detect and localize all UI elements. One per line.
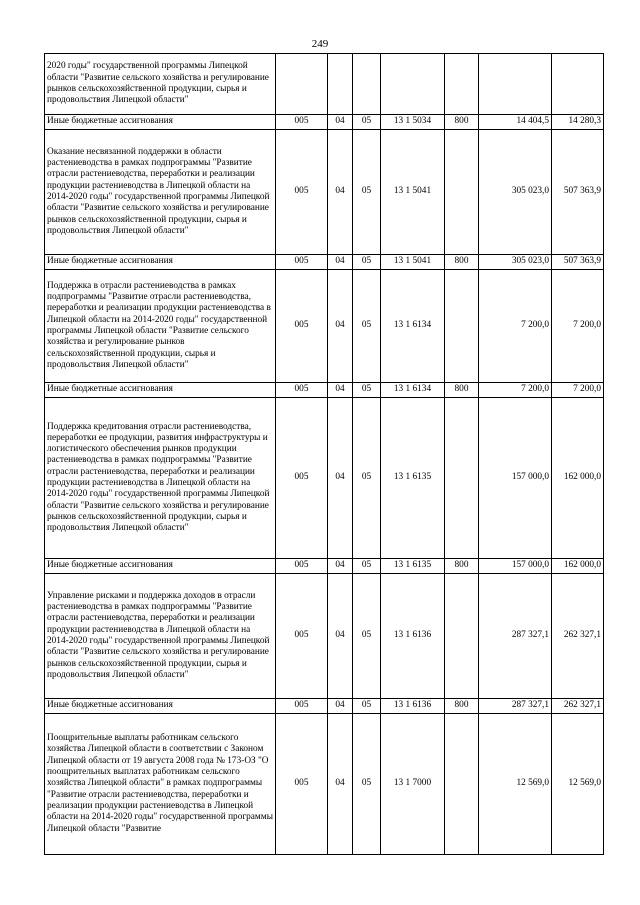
- section-code-cell: 04: [328, 255, 353, 270]
- name-cell: Иные бюджетные ассигнования: [45, 699, 276, 714]
- amount-year2-cell: 262 327,1: [552, 574, 604, 699]
- subsection-code-cell: 05: [353, 714, 381, 855]
- name-cell: Управление рисками и поддержка доходов в отрасли растениеводства в рамках подпрограммы "Развитие отрасли растениеводства, переработки и реализации продукции растениеводства в Липецкой области на 2014-2020 годы" государственной программы Липецкой области "Развитие сельского хозяйства и регулирование рынков сельскохозяйственной продукции, сырья и продовольствия Липецкой области": [45, 574, 276, 699]
- amount-year2-cell: 7 200,0: [552, 383, 604, 398]
- subsection-code-cell: 05: [353, 398, 381, 559]
- target-article-cell: 13 1 5041: [381, 255, 445, 270]
- subsection-code-cell: 05: [353, 270, 381, 383]
- target-article-cell: 13 1 7000: [381, 714, 445, 855]
- amount-year2-cell: 14 280,3: [552, 115, 604, 130]
- table-row: [45, 714, 604, 855]
- amount-year2-cell: 12 569,0: [552, 714, 604, 855]
- ved-code-cell: 005: [276, 714, 328, 855]
- amount-year1-cell: 7 200,0: [479, 383, 552, 398]
- subsection-code-cell: 05: [353, 255, 381, 270]
- expense-type-cell: 800: [445, 115, 479, 130]
- target-article-cell: 13 1 6134: [381, 383, 445, 398]
- table-row: [45, 559, 604, 574]
- subsection-code-cell: 05: [353, 699, 381, 714]
- amount-year1-cell: 12 569,0: [479, 714, 552, 855]
- name-cell: Поддержка в отрасли растениеводства в рамках подпрограммы "Развитие отрасли растениеводства, переработки и реализации продукции растениеводства в Липецкой области на 2014-2020 годы" государственной программы Липецкой области "Развитие сельского хозяйства и регулирование рынков сельскохозяйственной продукции, сырья и продовольствия Липецкой области": [45, 270, 276, 383]
- subsection-code-cell: 05: [353, 115, 381, 130]
- table-row: [45, 255, 604, 270]
- amount-year1-cell: 7 200,0: [479, 270, 552, 383]
- subsection-code-cell: 05: [353, 383, 381, 398]
- target-article-cell: 13 1 6135: [381, 398, 445, 559]
- budget-table-body: [45, 54, 604, 855]
- name-cell: Иные бюджетные ассигнования: [45, 383, 276, 398]
- table-row: [45, 54, 604, 115]
- table-row: [45, 115, 604, 130]
- subsection-code-cell: 05: [353, 574, 381, 699]
- table-row: [45, 270, 604, 383]
- name-cell: Поощрительные выплаты работникам сельского хозяйства Липецкой области в соответствии с Законом Липецкой области от 19 августа 2008 года № 173-ОЗ "О поощрительных выплатах работникам сельского хозяйства Липецкой области" в рамках подпрограммы "Развитие отрасли растениеводства, переработки и реализации продукции растениеводства в Липецкой области на 2014-2020 годы" государственной программы Липецкой области "Развитие: [45, 714, 276, 855]
- amount-year1-cell: 157 000,0: [479, 398, 552, 559]
- ved-code-cell: 005: [276, 699, 328, 714]
- table-row: [45, 574, 604, 699]
- name-cell: Оказание несвязанной поддержки в области растениеводства в рамках подпрограммы "Развитие отрасли растениеводства, переработки и реализации продукции растениеводства в Липецкой области на 2014-2020 годы" государственной программы Липецкой области "Развитие сельского хозяйства и регулирование рынков сельскохозяйственной продукции, сырья и продовольствия Липецкой области": [45, 130, 276, 255]
- amount-year2-cell: 507 363,9: [552, 130, 604, 255]
- amount-year1-cell: 287 327,1: [479, 574, 552, 699]
- amount-year2-cell: 262 327,1: [552, 699, 604, 714]
- subsection-code-cell: 05: [353, 559, 381, 574]
- name-cell: Иные бюджетные ассигнования: [45, 559, 276, 574]
- expense-type-cell: [445, 130, 479, 255]
- expense-type-cell: 800: [445, 383, 479, 398]
- name-cell: Поддержка кредитования отрасли растениеводства, переработки ее продукции, развития инфраструктуры и логистического обеспечения рынков продукции растениеводства в рамках подпрограммы "Развитие отрасли растениеводства, переработки и реализации продукции растениеводства в Липецкой области на 2014-2020 годы" государственной программы Липецкой области "Развитие сельского хозяйства и регулирование рынков сельскохозяйственной продукции, сырья и продовольствия Липецкой области": [45, 398, 276, 559]
- section-code-cell: 04: [328, 699, 353, 714]
- target-article-cell: 13 1 6134: [381, 270, 445, 383]
- subsection-code-cell: 05: [353, 130, 381, 255]
- subsection-code-cell: [353, 54, 381, 115]
- amount-year1-cell: 305 023,0: [479, 255, 552, 270]
- section-code-cell: 04: [328, 559, 353, 574]
- table-row: [45, 398, 604, 559]
- section-code-cell: [328, 54, 353, 115]
- expense-type-cell: 800: [445, 699, 479, 714]
- ved-code-cell: 005: [276, 130, 328, 255]
- ved-code-cell: 005: [276, 574, 328, 699]
- budget-table: [44, 53, 604, 855]
- section-code-cell: 04: [328, 383, 353, 398]
- table-row: [45, 130, 604, 255]
- ved-code-cell: 005: [276, 255, 328, 270]
- section-code-cell: 04: [328, 398, 353, 559]
- amount-year2-cell: 7 200,0: [552, 270, 604, 383]
- amount-year2-cell: 507 363,9: [552, 255, 604, 270]
- target-article-cell: 13 1 6135: [381, 559, 445, 574]
- section-code-cell: 04: [328, 270, 353, 383]
- ved-code-cell: 005: [276, 270, 328, 383]
- ved-code-cell: 005: [276, 115, 328, 130]
- name-cell: Иные бюджетные ассигнования: [45, 115, 276, 130]
- expense-type-cell: 800: [445, 255, 479, 270]
- ved-code-cell: 005: [276, 398, 328, 559]
- ved-code-cell: 005: [276, 559, 328, 574]
- expense-type-cell: [445, 54, 479, 115]
- section-code-cell: 04: [328, 714, 353, 855]
- target-article-cell: [381, 54, 445, 115]
- expense-type-cell: [445, 714, 479, 855]
- target-article-cell: 13 1 6136: [381, 699, 445, 714]
- amount-year2-cell: 162 000,0: [552, 398, 604, 559]
- amount-year1-cell: [479, 54, 552, 115]
- section-code-cell: 04: [328, 130, 353, 255]
- table-row: [45, 699, 604, 714]
- table-row: [45, 383, 604, 398]
- amount-year2-cell: [552, 54, 604, 115]
- target-article-cell: 13 1 6136: [381, 574, 445, 699]
- amount-year1-cell: 305 023,0: [479, 130, 552, 255]
- ved-code-cell: 005: [276, 383, 328, 398]
- amount-year1-cell: 157 000,0: [479, 559, 552, 574]
- section-code-cell: 04: [328, 115, 353, 130]
- name-cell: Иные бюджетные ассигнования: [45, 255, 276, 270]
- amount-year1-cell: 14 404,5: [479, 115, 552, 130]
- expense-type-cell: 800: [445, 559, 479, 574]
- name-cell: 2020 годы" государственной программы Липецкой области "Развитие сельского хозяйства и регулирование рынков сельскохозяйственной продукции, сырья и продовольствия Липецкой области": [45, 54, 276, 115]
- expense-type-cell: [445, 398, 479, 559]
- ved-code-cell: [276, 54, 328, 115]
- expense-type-cell: [445, 270, 479, 383]
- target-article-cell: 13 1 5041: [381, 130, 445, 255]
- amount-year1-cell: 287 327,1: [479, 699, 552, 714]
- page-number: 249: [311, 38, 329, 50]
- amount-year2-cell: 162 000,0: [552, 559, 604, 574]
- section-code-cell: 04: [328, 574, 353, 699]
- expense-type-cell: [445, 574, 479, 699]
- target-article-cell: 13 1 5034: [381, 115, 445, 130]
